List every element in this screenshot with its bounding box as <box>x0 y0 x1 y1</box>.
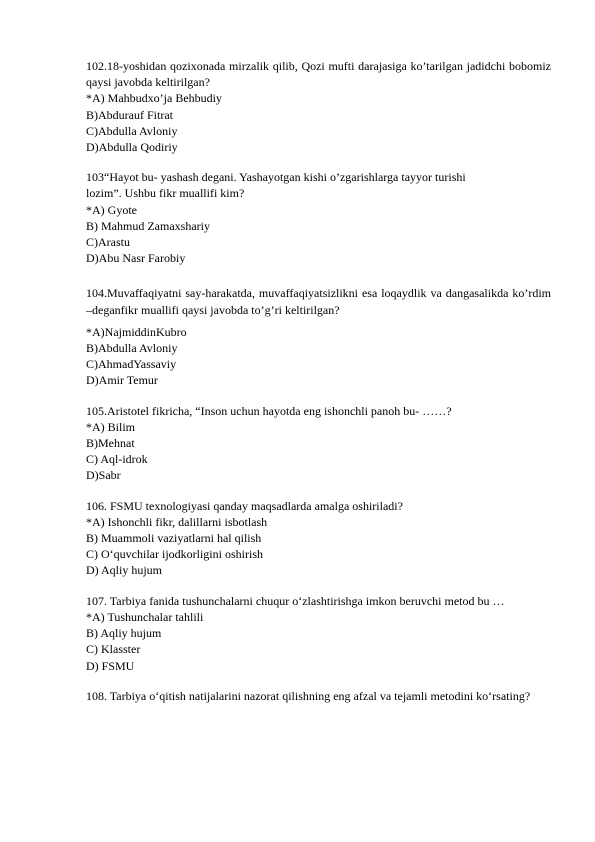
answer-option: B) Muammoli vaziyatlarni hal qilish <box>86 531 262 546</box>
answer-option: *A)NajmiddinKubro <box>86 324 187 339</box>
answer-option: D)Sabr <box>86 468 121 483</box>
spacer <box>86 579 551 593</box>
question-102 <box>86 58 551 155</box>
answer-option: B)Abdurauf Fitrat <box>86 107 173 122</box>
question-stem-line: 103“Hayot bu- yashash degani. Yashayotgan kishi o’zgarishlarga tayyor turishi <box>86 170 466 185</box>
spacer <box>86 155 551 169</box>
answer-option: D) Aqliy hujum <box>86 563 163 578</box>
question-106 <box>86 498 551 579</box>
answer-option: B)Abdulla Avloniy <box>86 341 178 356</box>
question-stem: 104.Muvaffaqiyatni say-harakatda, muvaffaqiyatsizlikni esa loqaydlik va dangasalikda ko’rdim –deganfikr muallifi qaysi javobda to’g’ri keltirilgan? <box>86 286 551 317</box>
question-stem: 106. FSMU texnologiyasi qanday maqsadlarda amalga oshiriladi? <box>86 498 403 513</box>
answer-option: B) Mahmud Zamaxshariy <box>86 218 210 233</box>
answer-option: C)Abdulla Avloniy <box>86 123 178 138</box>
answer-option: *A) Bilim <box>86 419 136 434</box>
document-page <box>86 58 551 704</box>
question-103 <box>86 169 551 266</box>
question-stem: 108. Tarbiya o‘qitish natijalarini nazorat qilishning eng afzal va tejamli metodini ko‘rsating? <box>86 688 531 703</box>
question-108 <box>86 688 551 704</box>
answer-option: B) Aqliy hujum <box>86 626 162 641</box>
question-stem: 105.Aristotel fikricha, “Inson uchun hayotda eng ishonchli panoh bu- ……? <box>86 403 452 418</box>
answer-option: C)AhmadYassaviy <box>86 357 177 372</box>
answer-option: D)Amir Temur <box>86 373 158 388</box>
spacer <box>86 389 551 403</box>
answer-option: B)Mehnat <box>86 436 135 451</box>
answer-option: *A) Gyote <box>86 202 137 217</box>
answer-option: C)Arastu <box>86 235 130 250</box>
answer-option: D) FSMU <box>86 658 135 673</box>
question-107 <box>86 593 551 674</box>
question-104 <box>86 285 551 388</box>
spacer <box>86 484 551 498</box>
question-stem: 107. Tarbiya fanida tushunchalarni chuqur o‘zlashtirishga imkon beruvchi metod bu … <box>86 593 505 608</box>
answer-option: C) O‘quvchilar ijodkorligini oshirish <box>86 547 263 562</box>
spacer <box>86 266 551 285</box>
answer-option: *A) Tushunchalar tahlili <box>86 609 204 624</box>
question-stem-line: lozim”. Ushbu fikr muallifi kim? <box>86 186 245 201</box>
answer-option: *A) Mahbudxo’ja Behbudiy <box>86 91 222 106</box>
answer-option: D)Abu Nasr Farobiy <box>86 251 186 266</box>
spacer <box>86 674 551 688</box>
answer-option: C) Klasster <box>86 642 141 657</box>
answer-option: *A) Ishonchli fikr, dalillarni isbotlash <box>86 514 268 529</box>
question-105 <box>86 403 551 484</box>
question-stem: 102.18-yoshidan qozixonada mirzalik qilib, Qozi mufti darajasiga ko’tarilgan jadidchi bobomiz qaysi javobda keltirilgan? <box>86 59 551 90</box>
answer-option: C) Aql-idrok <box>86 452 148 467</box>
answer-option: D)Abdulla Qodiriy <box>86 140 178 155</box>
